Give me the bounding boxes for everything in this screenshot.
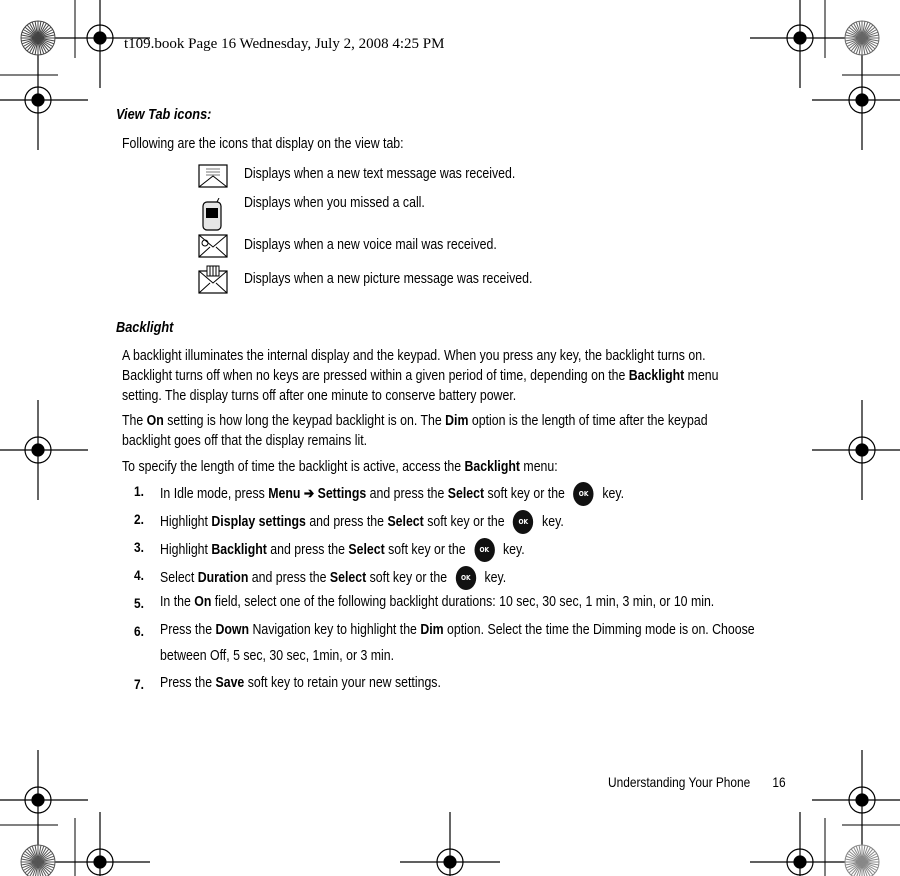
- sunburst-mark: [21, 21, 55, 55]
- icon-desc: Displays when you missed a call.: [244, 195, 425, 211]
- icon-desc: Displays when a new voice mail was received.: [244, 237, 497, 253]
- backlight-heading: Backlight: [116, 319, 174, 336]
- ok-key-icon: OK: [456, 566, 476, 590]
- crosshair-mark: [750, 812, 850, 876]
- crosshair-mark: [0, 50, 88, 150]
- voice-mail-envelope-icon: [197, 231, 229, 261]
- text-message-envelope-icon: [197, 161, 229, 191]
- step-7: 7. Press the Save soft key to retain your new settings.: [134, 675, 441, 692]
- missed-call-phone-icon: [197, 198, 229, 228]
- footer-section-title: Understanding Your Phone: [608, 774, 751, 790]
- step-6: 6. Press the Down Navigation key to highlight the Dim option. Select the time the Dimming mode is on. Choose between Off, 5 sec, 30 sec, 1min, or 3 min.: [134, 622, 755, 664]
- backlight-paragraph-2: The On setting is how long the keypad backlight is on. The Dim option is the length of time after the keypad backlight goes off that the display remains lit.: [122, 413, 708, 449]
- icon-row-text-message: [197, 160, 516, 192]
- icon-desc: Displays when a new picture message was received.: [244, 271, 533, 287]
- step-4: 4. Select Duration and press the Select soft key or the OK key.: [0, 564, 900, 588]
- ok-key-icon: OK: [573, 482, 593, 506]
- backlight-paragraph-1: A backlight illuminates the internal display and the keypad. When you press any key, the backlight turns on. Backlight turns off when no keys are pressed within a given period of time, depending on the Backlight menu setting. The display turns off after one minute to conserve battery power.: [122, 348, 719, 404]
- step-3: 3. Highlight Backlight and press the Select soft key or the OK key.: [0, 536, 900, 560]
- view-tab-intro: Following are the icons that display on the view tab:: [122, 136, 404, 152]
- crosshair-mark: [750, 0, 850, 88]
- step-5: 5. In the On field, select one of the following backlight durations: 10 sec, 30 sec, 1 min, 3 min, or 10 min.: [134, 594, 715, 611]
- backlight-paragraph-3: To specify the length of time the backlight is active, access the Backlight menu:: [122, 459, 558, 475]
- picture-message-envelope-icon: [197, 265, 229, 295]
- icon-row-missed-call: [197, 195, 425, 230]
- sunburst-mark: [845, 21, 879, 55]
- icon-desc: Displays when a new text message was received.: [244, 166, 516, 182]
- ok-key-icon: OK: [474, 538, 494, 562]
- icon-row-voice-mail: [197, 230, 497, 262]
- step-2: 2. Highlight Display settings and press the Select soft key or the OK key.: [0, 508, 900, 532]
- sunburst-mark: [21, 845, 55, 876]
- icon-row-picture-message: [197, 264, 533, 296]
- page-number: 16: [772, 774, 786, 790]
- crosshair-mark: [400, 812, 500, 876]
- view-tab-heading: View Tab icons:: [116, 106, 212, 123]
- page-footer: [608, 774, 817, 790]
- crosshair-mark: [50, 812, 150, 876]
- crosshair-mark: [812, 50, 900, 150]
- ok-key-icon: OK: [513, 510, 533, 534]
- sunburst-mark: [845, 845, 879, 876]
- book-header: t109.book Page 16 Wednesday, July 2, 2008 4:25 PM: [124, 36, 445, 52]
- step-1: 1. In Idle mode, press Menu ➔ Settings and press the Select soft key or the OK key.: [0, 480, 900, 504]
